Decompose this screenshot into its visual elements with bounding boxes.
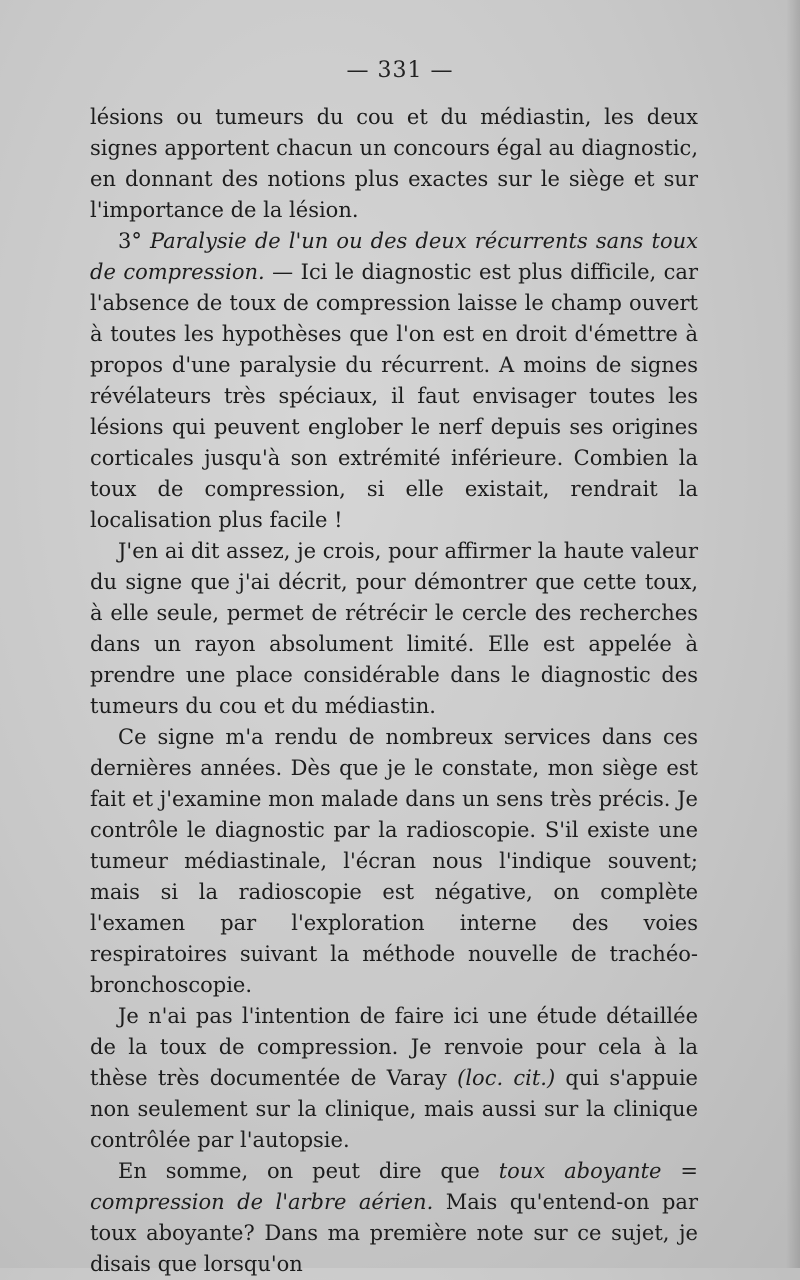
paragraph-3-text: J'en ai dit assez, je crois, pour affirmer la haute valeur du signe que j'ai décrit, pour démontrer que cette toux, à elle seule, permet de rétrécir le cercle des recherches dans un rayon absolument limité. Elle est appelée à prendre une place considérable dans le diagnostic des tumeurs du cou et du médiastin. (90, 539, 698, 718)
key-formula: toux aboyante = compression de l'arbre aérien. (90, 1159, 698, 1214)
paragraph-3 (90, 536, 698, 722)
section-heading: Paralysie de l'un ou des deux récurrents sans toux de compression. (90, 229, 698, 284)
paragraph-5 (90, 1001, 698, 1156)
paragraph-6-text-a: En somme, on peut dire que (118, 1159, 499, 1183)
paragraph-2 (90, 226, 698, 536)
paragraph-2-text: — Ici le diagnostic est plus difficile, car l'absence de toux de compression laisse le champ ouvert à toutes les hypothèses que l'on est en droit d'émettre à propos d'une paralysie du récurrent. A moins de signes révélateurs très spéciaux, il faut envisager toutes les lésions qui peuvent englober le nerf depuis ses origines corticales jusqu'à son extrémité inférieure. Combien la toux de compression, si elle existait, rendrait la localisation plus facile ! (90, 260, 698, 532)
page-number: — 331 — (346, 58, 454, 83)
paragraph-1-text: lésions ou tumeurs du cou et du médiastin, les deux signes apportent chacun un concours égal au diagnostic, en donnant des notions plus exactes sur le siège et sur l'importance de la lésion. (90, 105, 698, 222)
page-edge-shadow (786, 0, 800, 1268)
paragraph-6 (90, 1156, 698, 1280)
citation-reference: (loc. cit.) (457, 1066, 556, 1090)
paragraph-1 (90, 102, 698, 226)
paragraph-4-text: Ce signe m'a rendu de nombreux services dans ces dernières années. Dès que je le constate, mon siège est fait et j'examine mon malade dans un sens très précis. Je contrôle le diagnostic par la radioscopie. S'il existe une tumeur médiastinale, l'écran nous l'indique souvent; mais si la radioscopie est négative, on complète l'examen par l'exploration interne des voies respiratoires suivant la méthode nouvelle de trachéo-bronchoscopie. (90, 725, 698, 997)
paragraph-5-text-a: Je n'ai pas l'intention de faire ici une étude détaillée de la toux de compression. Je renvoie pour cela à la thèse très documentée de Varay (90, 1004, 698, 1090)
section-number: 3° (118, 229, 150, 253)
paragraph-6-text-b: Mais qu'entend-on par toux aboyante? Dans ma première note sur ce sujet, je disais que lorsqu'on (90, 1190, 698, 1276)
body-text (90, 102, 698, 1280)
paragraph-4 (90, 722, 698, 1001)
paragraph-5-text-b: qui s'appuie non seulement sur la clinique, mais aussi sur la clinique contrôlée par l'autopsie. (90, 1066, 698, 1152)
